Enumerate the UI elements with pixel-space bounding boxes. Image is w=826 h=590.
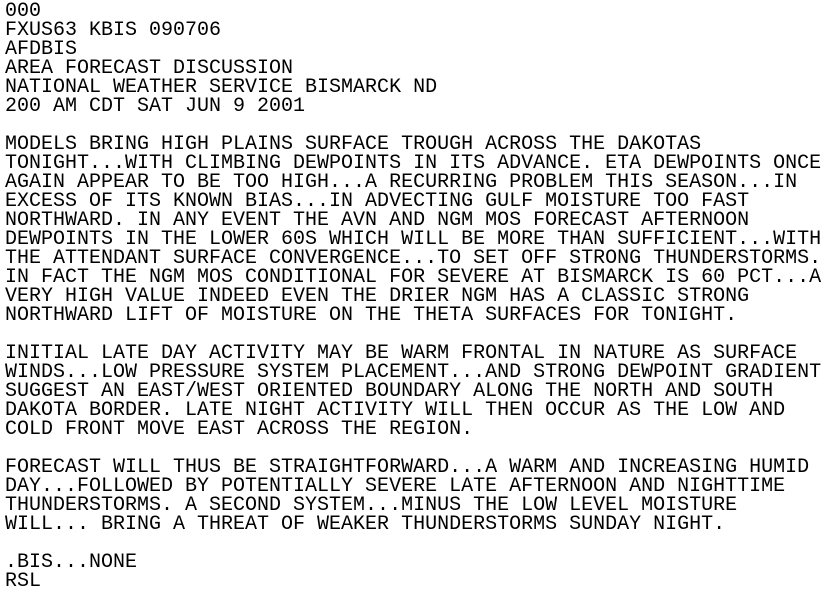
paragraph-2-line: COLD FRONT MOVE EAST ACROSS THE REGION. <box>5 418 474 441</box>
header-line-wmo-heading: FXUS63 KBIS 090706 <box>5 19 222 42</box>
paragraph-3-line: FORECAST WILL THUS BE STRAIGHTFORWARD...A WARM AND INCREASING HUMID <box>5 456 810 479</box>
paragraph-3-line: THUNDERSTORMS. A SECOND SYSTEM...MINUS THE LOW LEVEL MOISTURE <box>5 494 738 517</box>
paragraph-1-line: EXCESS OF ITS KNOWN BIAS...IN ADVECTING GULF MOISTURE TOO FAST <box>5 190 750 213</box>
paragraph-1-line: NORTHWARD. IN ANY EVENT THE AVN AND NGM MOS FORECAST AFTERNOON <box>5 209 750 232</box>
paragraph-2-line: DAKOTA BORDER. LATE NIGHT ACTIVITY WILL THEN OCCUR AS THE LOW AND <box>5 399 786 422</box>
paragraph-1-line: IN FACT THE NGM MOS CONDITIONAL FOR SEVERE AT BISMARCK IS 60 PCT...A <box>5 266 822 289</box>
paragraph-1-line: NORTHWARD LIFT OF MOISTURE ON THE THETA SURFACES FOR TONIGHT. <box>5 304 738 327</box>
header-line-product-id: 000 <box>5 0 42 23</box>
header-line-issue-time: 200 AM CDT SAT JUN 9 2001 <box>5 95 306 118</box>
footer-line-forecaster-id: RSL <box>5 570 42 590</box>
paragraph-2-line: INITIAL LATE DAY ACTIVITY MAY BE WARM FRONTAL IN NATURE AS SURFACE <box>5 342 798 365</box>
footer-line-watches-warnings: .BIS...NONE <box>5 551 138 574</box>
header-line-awips-id: AFDBIS <box>5 38 78 61</box>
paragraph-1-line: AGAIN APPEAR TO BE TOO HIGH...A RECURRING PROBLEM THIS SEASON...IN <box>5 171 798 194</box>
paragraph-3-line: WILL... BRING A THREAT OF WEAKER THUNDERSTORMS SUNDAY NIGHT. <box>5 513 726 536</box>
paragraph-1-line: DEWPOINTS IN THE LOWER 60S WHICH WILL BE MORE THAN SUFFICIENT...WITH <box>5 228 822 251</box>
header-line-product-title: AREA FORECAST DISCUSSION <box>5 57 294 80</box>
paragraph-2-line: WINDS...LOW PRESSURE SYSTEM PLACEMENT...AND STRONG DEWPOINT GRADIENT <box>5 361 822 384</box>
paragraph-1-line: THE ATTENDANT SURFACE CONVERGENCE...TO SET OFF STRONG THUNDERSTORMS. <box>5 247 822 270</box>
paragraph-1-line: TONIGHT...WITH CLIMBING DEWPOINTS IN ITS ADVANCE. ETA DEWPOINTS ONCE <box>5 152 822 175</box>
paragraph-1-line: MODELS BRING HIGH PLAINS SURFACE TROUGH ACROSS THE DAKOTAS <box>5 133 702 156</box>
paragraph-2-line: SUGGEST AN EAST/WEST ORIENTED BOUNDARY ALONG THE NORTH AND SOUTH <box>5 380 774 403</box>
header-line-office: NATIONAL WEATHER SERVICE BISMARCK ND <box>5 76 438 99</box>
paragraph-1-line: VERY HIGH VALUE INDEED EVEN THE DRIER NGM HAS A CLASSIC STRONG <box>5 285 750 308</box>
paragraph-3-line: DAY...FOLLOWED BY POTENTIALLY SEVERE LATE AFTERNOON AND NIGHTTIME <box>5 475 786 498</box>
